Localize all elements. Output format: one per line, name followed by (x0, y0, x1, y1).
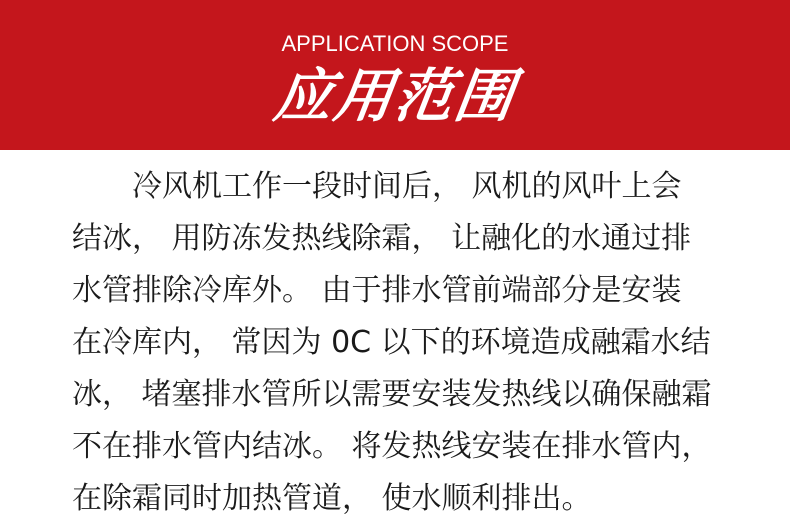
paragraph-line: 水管排除冷库外。 由于排水管前端部分是安装 (72, 273, 682, 308)
paragraph-line: 结冰， 用防冻发热线除霜， 让融化的水通过排 (72, 221, 692, 256)
header-subtitle: APPLICATION SCOPE (281, 31, 509, 56)
header-banner (0, 0, 790, 150)
paragraph-line: 冷风机工作一段时间后， 风机的风叶上会 (132, 169, 682, 204)
header-title: 应用范围 (270, 62, 520, 130)
paragraph-line: 在冷库内， 常因为 0C 以下的环境造成融霜水结 (72, 325, 711, 360)
paragraph-line: 不在排水管内结冰。 将发热线安装在排水管内， (72, 429, 712, 464)
paragraph-line: 在除霜同时加热管道， 使水顺利排出。 (72, 481, 592, 516)
description-paragraph (72, 161, 732, 525)
paragraph-line: 冰， 堵塞排水管所以需要安装发热线以确保融霜 (72, 377, 712, 412)
